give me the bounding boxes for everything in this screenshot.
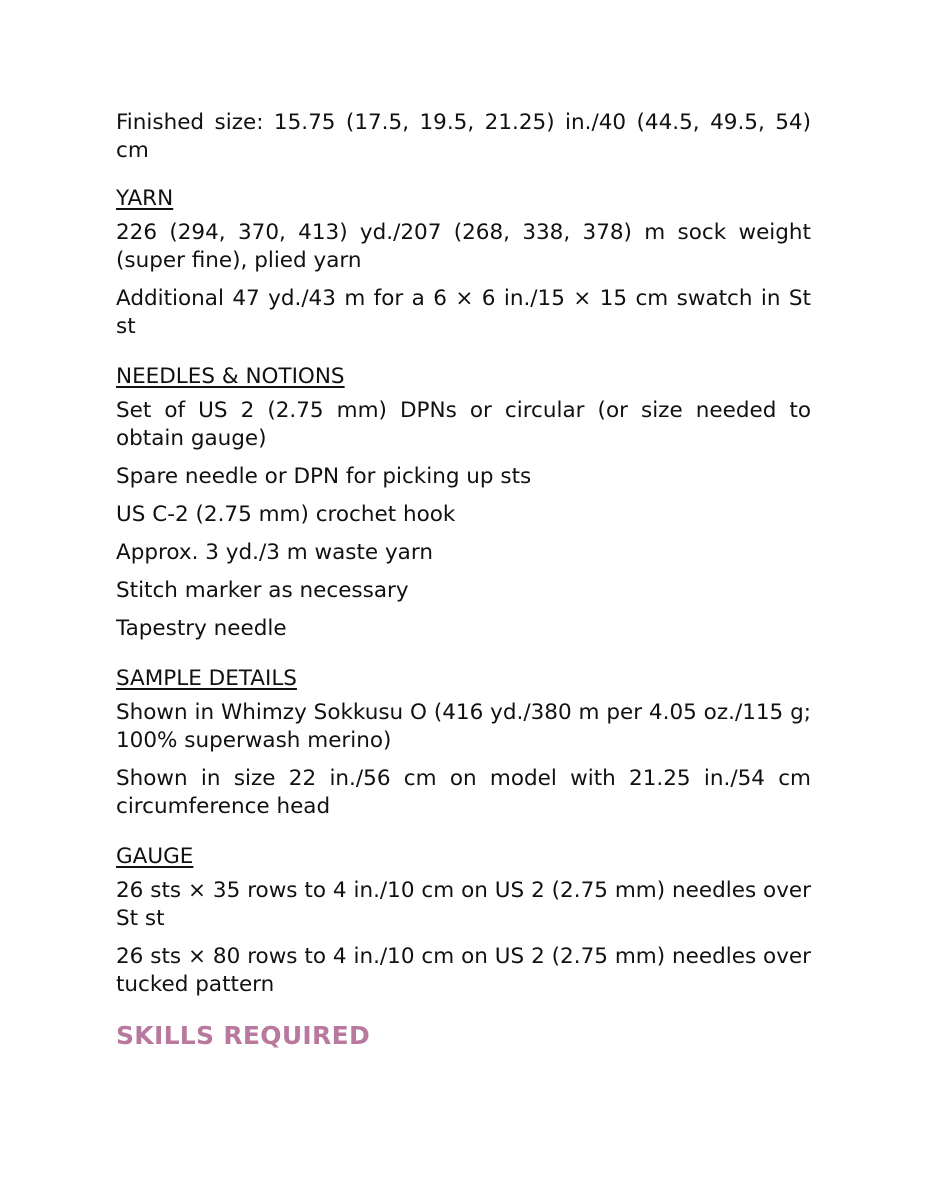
gauge-heading: GAUGE bbox=[116, 844, 194, 869]
yarn-item: Additional 47 yd./43 m for a 6 × 6 in./15 × 15 cm swatch in St st bbox=[116, 286, 811, 339]
needles-item: US C-2 (2.75 mm) crochet hook bbox=[116, 502, 456, 527]
gauge-item: 26 sts × 80 rows to 4 in./10 cm on US 2 (2.75 mm) needles over tucked pattern bbox=[116, 944, 811, 997]
needles-item: Set of US 2 (2.75 mm) DPNs or circular (or size needed to obtain gauge) bbox=[116, 398, 811, 451]
needles-item: Tapestry needle bbox=[116, 616, 287, 641]
sample-heading: SAMPLE DETAILS bbox=[116, 666, 297, 691]
sample-section bbox=[116, 665, 811, 821]
sample-item: Shown in size 22 in./56 cm on model with 21.25 in./54 cm circumference head bbox=[116, 766, 811, 819]
skills-required-heading: SKILLS REQUIRED bbox=[116, 1021, 371, 1050]
gauge-section bbox=[116, 843, 811, 999]
needles-item: Approx. 3 yd./3 m waste yarn bbox=[116, 540, 433, 565]
needles-item: Stitch marker as necessary bbox=[116, 578, 409, 603]
sample-item: Shown in Whimzy Sokkusu O (416 yd./380 m per 4.05 oz./115 g; 100% superwash merino) bbox=[116, 700, 811, 753]
needles-section bbox=[116, 363, 811, 643]
finished-size-text: Finished size: 15.75 (17.5, 19.5, 21.25) in./40 (44.5, 49.5, 54) cm bbox=[116, 110, 811, 163]
document-page bbox=[116, 109, 811, 1051]
yarn-item: 226 (294, 370, 413) yd./207 (268, 338, 378) m sock weight (super fine), plied yarn bbox=[116, 220, 811, 273]
needles-heading: NEEDLES & NOTIONS bbox=[116, 364, 345, 389]
gauge-item: 26 sts × 35 rows to 4 in./10 cm on US 2 (2.75 mm) needles over St st bbox=[116, 878, 811, 931]
yarn-heading: YARN bbox=[116, 186, 174, 211]
yarn-section bbox=[116, 185, 811, 341]
needles-item: Spare needle or DPN for picking up sts bbox=[116, 464, 532, 489]
